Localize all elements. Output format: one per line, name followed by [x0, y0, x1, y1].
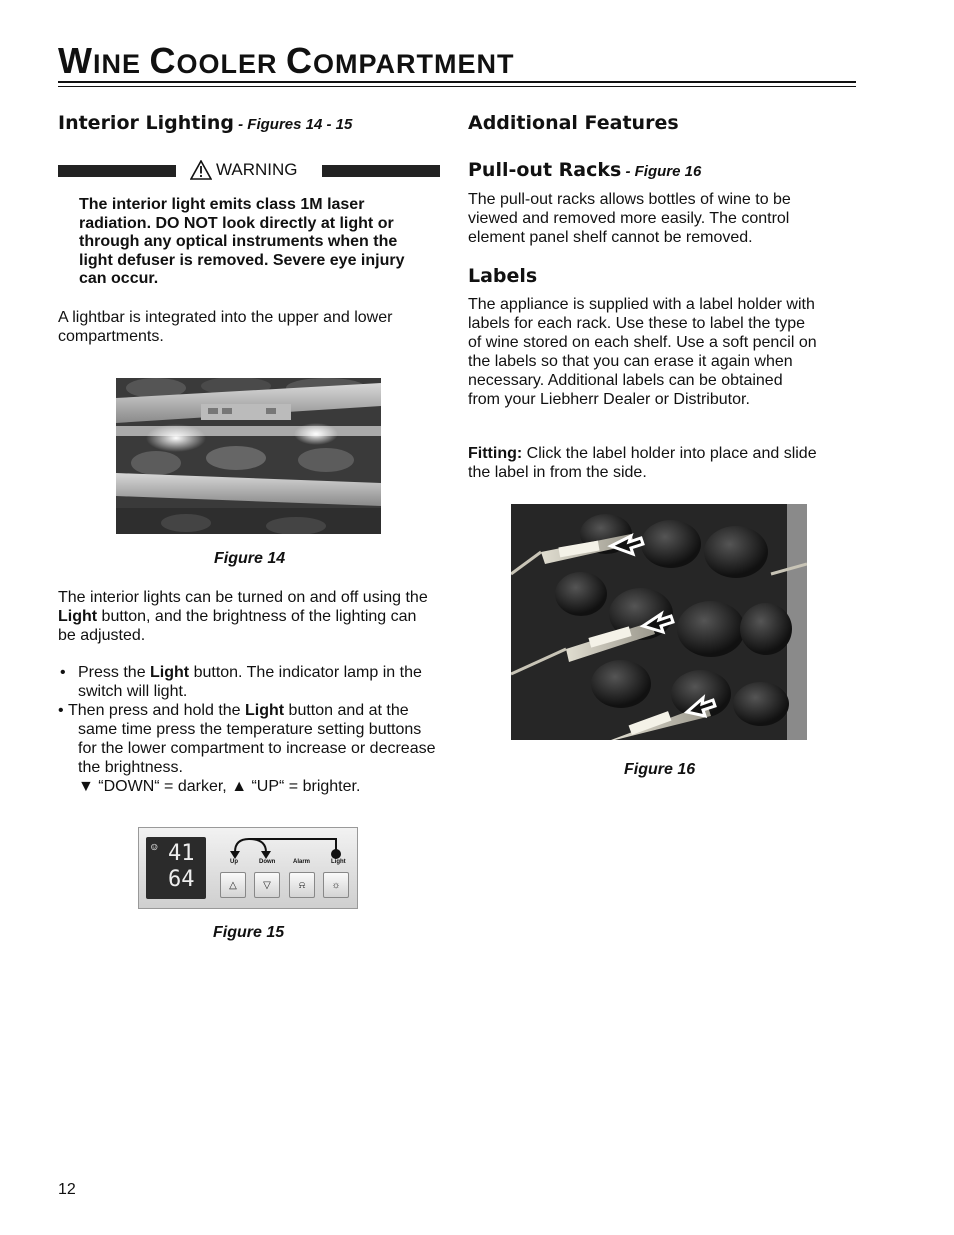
interior-lighting-heading: Interior Lighting - Figures 14 - 15 [58, 112, 353, 134]
figure-14-image [116, 378, 381, 534]
brightness-legend: ▼ “DOWN“ = darker, ▲ “UP“ = brighter. [78, 778, 361, 795]
title-rule [58, 81, 856, 83]
additional-features-heading: Additional Features [468, 112, 679, 134]
pull-out-racks-heading: Pull-out Racks - Figure 16 [468, 159, 702, 181]
temperature-display: ☺ 41 64 [146, 837, 206, 899]
figure-16-image [511, 504, 807, 740]
page-number: 12 [58, 1181, 76, 1198]
labels-heading: Labels [468, 265, 538, 287]
warning-bar-left [58, 165, 176, 177]
labels-text: The appliance is supplied with a label holder with labels for each rack. Use these to label the type of wine stored on each shelf. Use a soft pencil on the labels so that you can erase it again when necessary. Additional labels can be obtained from your Liebherr Dealer or Distributor. [468, 296, 817, 408]
alarm-button[interactable] [289, 872, 315, 898]
lights-paragraph: The interior lights can be turned on and off using the Light button, and the brightness of the lighting can be adjusted. [58, 589, 428, 644]
warning-bar-right [322, 165, 440, 177]
page-title: WINE COOLER COMPARTMENT [58, 40, 515, 81]
figure-15-control-panel: ☺ 41 64 Up Down Alarm Light △ ▽ ⍾ ☼ [138, 827, 358, 909]
down-button[interactable] [254, 872, 280, 898]
figure-14-caption: Figure 14 [214, 550, 286, 567]
light-icon: ☼ [331, 879, 341, 891]
alarm-bell-off-icon: ⍾ [298, 879, 306, 891]
light-button[interactable] [323, 872, 349, 898]
arrow-connector-icon [219, 832, 354, 862]
warning-text: The interior light emits class 1M laser radiation. DO NOT look directly at light or through any optical instruments when the light defuser is removed. Severe eye injury can occur. [79, 196, 405, 287]
up-arrow-icon: △ [229, 879, 237, 891]
pull-out-racks-text: The pull-out racks allows bottles of wine to be viewed and removed more easily. The control element panel shelf cannot be removed. [468, 191, 791, 246]
down-arrow-icon: ▽ [263, 879, 271, 891]
title-rule-thin [58, 86, 856, 87]
warning-label: WARNING [190, 160, 298, 180]
figure-15-caption: Figure 15 [213, 924, 285, 941]
warning-triangle-icon [190, 160, 212, 180]
instructions-list [58, 663, 443, 796]
smile-icon: ☺ [151, 841, 158, 854]
lightbar-intro: A lightbar is integrated into the upper and lower compartments. [58, 309, 393, 345]
list-item: • Then press and hold the Light button and at the same time press the temperature setting buttons for the lower compartment to increase or decrease the brightness. [58, 702, 436, 776]
fitting-text: Fitting: Click the label holder into place and slide the label in from the side. [468, 445, 817, 481]
wine-racks-photo [511, 504, 807, 740]
lightbar-photo [116, 378, 381, 534]
list-item: • Press the Light button. The indicator lamp in the switch will light. [60, 664, 422, 700]
figure-16-caption: Figure 16 [624, 761, 696, 778]
up-button[interactable] [220, 872, 246, 898]
